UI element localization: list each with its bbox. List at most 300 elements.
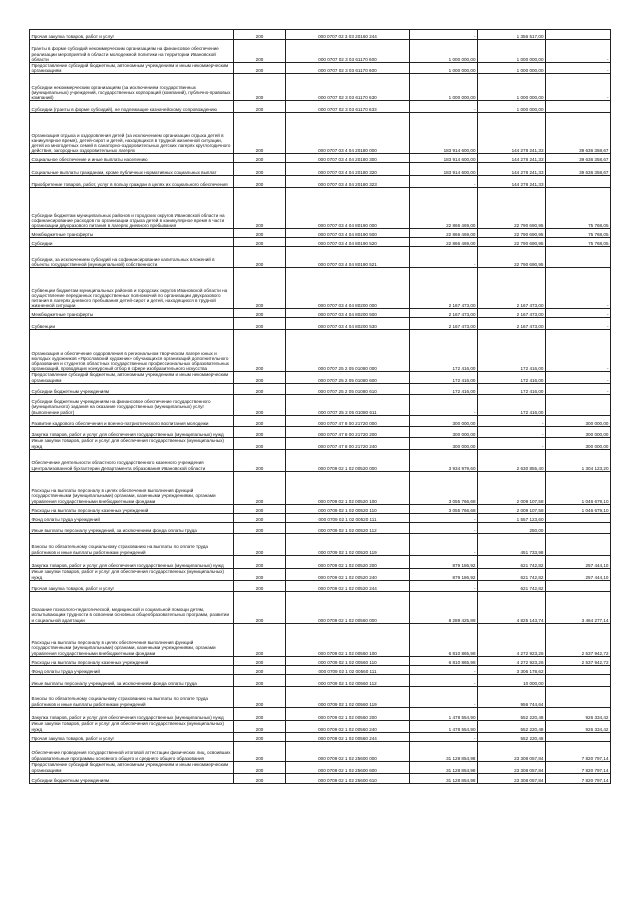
row-approved: - bbox=[410, 247, 478, 268]
row-approved: 879 186,92 bbox=[410, 555, 478, 568]
row-executed: 4 272 923,26 bbox=[478, 623, 546, 656]
table-row bbox=[30, 247, 611, 268]
row-executed: - bbox=[478, 437, 546, 449]
table-row bbox=[30, 40, 611, 63]
row-code: 200 bbox=[234, 656, 286, 665]
row-name: Предоставление субсидий бюджетным, автономным учреждениям и иным некоммерческим организациям bbox=[30, 761, 234, 773]
row-name: Прочая закупка товаров, работ и услуг bbox=[30, 580, 234, 591]
row-name: Закупка товаров, работ и услуг для обеспечения государственных (муниципальных) нужд bbox=[30, 555, 234, 568]
table-row bbox=[30, 522, 611, 533]
row-approved: 8 289 425,88 bbox=[410, 591, 478, 623]
row-name: Закупка товаров, работ и услуг для обеспечения государственных (муниципальных) нужд bbox=[30, 426, 234, 437]
row-code: 200 bbox=[234, 154, 286, 163]
row-code: 200 bbox=[234, 372, 286, 383]
row-code: 200 bbox=[234, 449, 286, 471]
row-line-code: 000 0709 02 1 02 00560 111 bbox=[286, 665, 410, 674]
row-name: Иные закупки товаров, работ и услуг для обеспечения государственных (муниципальных) нужд bbox=[30, 568, 234, 580]
row-code: 200 bbox=[234, 741, 286, 761]
table-row bbox=[30, 113, 611, 154]
row-remaining: 2 537 942,72 bbox=[546, 623, 611, 656]
row-approved: 300 000,00 bbox=[410, 415, 478, 426]
row-line-code: 000 0707 03 4 04 80200 500 bbox=[286, 309, 410, 318]
row-executed: 4 825 143,74 bbox=[478, 591, 546, 623]
row-code: 200 bbox=[234, 513, 286, 522]
row-remaining bbox=[546, 247, 611, 268]
row-name: Расходы на выплаты персоналу в целях обеспечения выполнения функций государственными (муниципальными) органами, казенными учреждениями, органами управления государственными внебюджетными фондами bbox=[30, 471, 234, 504]
row-executed: 22 790 690,95 bbox=[478, 247, 546, 268]
row-code: 200 bbox=[234, 437, 286, 449]
row-approved: 183 914 600,00 bbox=[410, 113, 478, 154]
row-approved: 300 000,00 bbox=[410, 426, 478, 437]
row-remaining: 39 636 358,67 bbox=[546, 113, 611, 154]
row-name: Организация и обеспечение оздоровления в региональном творческом лагере юных и молодых художников «Ярославский художник» обучающихся организаций дополнительного образования и студентов областных государственных профессиональных образовательных организаций, проводящих конкурсный отбор в сфере изобразительного искусства bbox=[30, 330, 234, 372]
table-row bbox=[30, 533, 611, 555]
row-line-code: 000 0707 02 3 03 20160 244 bbox=[286, 30, 410, 40]
row-code: 200 bbox=[234, 30, 286, 40]
row-name: Обеспечение деятельности областного государственного казенного учреждения Централизованной бухгалтерии Департамента образования Ивановской области bbox=[30, 449, 234, 471]
row-remaining: 257 444,10 bbox=[546, 555, 611, 568]
table-row bbox=[30, 720, 611, 732]
row-line-code: 000 0709 02 1 02 00520 244 bbox=[286, 580, 410, 591]
row-remaining bbox=[546, 30, 611, 40]
row-approved: 183 914 600,00 bbox=[410, 163, 478, 176]
row-line-code: 000 0707 25 2 05 01080 610 bbox=[286, 383, 410, 394]
row-remaining: - bbox=[546, 309, 611, 318]
row-line-code: 000 0709 02 1 02 25600 000 bbox=[286, 741, 410, 761]
table-row bbox=[30, 591, 611, 623]
row-executed: 144 278 241,33 bbox=[478, 113, 546, 154]
row-line-code: 000 0709 02 1 02 00560 200 bbox=[286, 707, 410, 720]
row-approved: - bbox=[410, 533, 478, 555]
row-executed: 3 306 178,62 bbox=[478, 665, 546, 674]
row-approved: 1 478 554,90 bbox=[410, 707, 478, 720]
row-approved: 3 934 979,60 bbox=[410, 449, 478, 471]
row-approved: 2 167 473,00 bbox=[410, 268, 478, 309]
row-executed: 10 000,00 bbox=[478, 674, 546, 686]
row-executed: 621 742,82 bbox=[478, 555, 546, 568]
row-executed: - bbox=[478, 415, 546, 426]
row-approved: 6 810 865,98 bbox=[410, 623, 478, 656]
table-row bbox=[30, 761, 611, 773]
table-row bbox=[30, 101, 611, 113]
row-code: 200 bbox=[234, 674, 286, 686]
row-approved: 6 810 865,98 bbox=[410, 656, 478, 665]
row-remaining bbox=[546, 665, 611, 674]
row-name: Обеспечение проведения государственной итоговой аттестации физических лиц, освоивших образовательные программы основного общего и среднего общего образования bbox=[30, 741, 234, 761]
row-executed: 172 416,00 bbox=[478, 330, 546, 372]
row-remaining bbox=[546, 522, 611, 533]
row-approved: 31 128 854,98 bbox=[410, 761, 478, 773]
row-approved: 1 000 000,00 bbox=[410, 40, 478, 63]
row-executed: 552 220,48 bbox=[478, 732, 546, 741]
row-name: Иные выплаты персоналу учреждений, за исключением фонда оплаты труда bbox=[30, 522, 234, 533]
row-line-code: 000 0709 02 1 02 00560 244 bbox=[286, 732, 410, 741]
row-name: Взносы по обязательному социальному страхованию на выплаты по оплате труда работников и иные выплаты работникам учреждений bbox=[30, 686, 234, 707]
row-remaining bbox=[546, 394, 611, 415]
row-line-code: 000 0707 03 4 04 80190 500 bbox=[286, 229, 410, 238]
row-line-code: 000 0707 03 4 04 20180 300 bbox=[286, 154, 410, 163]
row-remaining: 1 046 679,10 bbox=[546, 504, 611, 513]
row-code: 200 bbox=[234, 176, 286, 188]
row-name: Оказание психолого-педагогической, медицинской и социальной помощи детям, испытывающим трудности в освоении основных общеобразовательных программ, развитии и социальной адаптации bbox=[30, 591, 234, 623]
row-approved: - bbox=[410, 580, 478, 591]
row-approved: 3 055 766,68 bbox=[410, 471, 478, 504]
row-name: Взносы по обязательному социальному страхованию на выплаты по оплате труда работников и иные выплаты работникам учреждений bbox=[30, 533, 234, 555]
row-remaining: 926 334,42 bbox=[546, 707, 611, 720]
row-remaining: 926 334,42 bbox=[546, 720, 611, 732]
table-body bbox=[30, 30, 611, 784]
row-line-code: 000 0707 03 4 04 80200 000 bbox=[286, 268, 410, 309]
row-code: 200 bbox=[234, 686, 286, 707]
row-code: 200 bbox=[234, 394, 286, 415]
row-name: Фонд оплаты труда учреждений bbox=[30, 665, 234, 674]
row-name: Закупка товаров, работ и услуг для обеспечения государственных (муниципальных) нужд bbox=[30, 707, 234, 720]
row-line-code: 000 0707 02 3 03 61170 630 bbox=[286, 74, 410, 101]
row-line-code: 000 0707 02 3 03 61170 600 bbox=[286, 40, 410, 63]
row-line-code: 000 0709 02 1 02 00520 119 bbox=[286, 533, 410, 555]
table-row bbox=[30, 656, 611, 665]
table-row bbox=[30, 309, 611, 318]
row-line-code: 000 0707 03 4 04 20180 000 bbox=[286, 113, 410, 154]
row-line-code: 000 0709 02 1 02 00520 111 bbox=[286, 513, 410, 522]
row-code: 200 bbox=[234, 773, 286, 783]
row-remaining: - bbox=[546, 74, 611, 101]
table-row bbox=[30, 665, 611, 674]
row-code: 200 bbox=[234, 665, 286, 674]
row-executed: 552 220,48 bbox=[478, 707, 546, 720]
row-executed: 4 272 923,26 bbox=[478, 656, 546, 665]
row-code: 200 bbox=[234, 580, 286, 591]
row-remaining bbox=[546, 674, 611, 686]
row-approved: 2 167 473,00 bbox=[410, 309, 478, 318]
row-approved: 879 186,92 bbox=[410, 568, 478, 580]
row-line-code: 000 0709 02 1 02 25600 610 bbox=[286, 773, 410, 783]
row-remaining bbox=[546, 580, 611, 591]
row-executed: 2 167 473,00 bbox=[478, 318, 546, 330]
table-row bbox=[30, 394, 611, 415]
row-line-code: 000 0707 02 3 03 61170 633 bbox=[286, 101, 410, 113]
row-line-code: 000 0709 02 1 02 00560 000 bbox=[286, 591, 410, 623]
row-executed: 22 790 690,95 bbox=[478, 229, 546, 238]
row-remaining bbox=[546, 176, 611, 188]
row-executed: 144 278 241,33 bbox=[478, 154, 546, 163]
row-code: 200 bbox=[234, 113, 286, 154]
row-code: 200 bbox=[234, 471, 286, 504]
table-row bbox=[30, 741, 611, 761]
row-line-code: 000 0709 02 1 02 25600 600 bbox=[286, 761, 410, 773]
table-row bbox=[30, 415, 611, 426]
row-code: 200 bbox=[234, 309, 286, 318]
row-remaining: 7 820 797,14 bbox=[546, 773, 611, 783]
row-name: Предоставление субсидий бюджетным, автономным учреждениям и иным некоммерческим организациям bbox=[30, 63, 234, 74]
row-remaining: 75 768,05 bbox=[546, 188, 611, 229]
row-executed: 23 308 057,84 bbox=[478, 741, 546, 761]
row-name: Иные выплаты персоналу учреждений, за исключением фонда оплаты труда bbox=[30, 674, 234, 686]
row-line-code: 000 0709 02 1 02 00560 240 bbox=[286, 720, 410, 732]
row-executed: 2 167 473,00 bbox=[478, 309, 546, 318]
row-code: 200 bbox=[234, 623, 286, 656]
row-remaining: - bbox=[546, 330, 611, 372]
row-executed: 22 790 690,95 bbox=[478, 188, 546, 229]
table-row bbox=[30, 686, 611, 707]
row-name: Межбюджетные трансферты bbox=[30, 229, 234, 238]
row-remaining bbox=[546, 686, 611, 707]
row-code: 200 bbox=[234, 229, 286, 238]
row-line-code: 000 0707 03 4 04 20180 323 bbox=[286, 176, 410, 188]
table-row bbox=[30, 674, 611, 686]
row-name: Социальные выплаты гражданам, кроме публичных нормативных социальных выплат bbox=[30, 163, 234, 176]
row-code: 200 bbox=[234, 533, 286, 555]
row-line-code: 000 0709 02 1 02 00560 100 bbox=[286, 623, 410, 656]
row-name: Субсидии бюджетам муниципальных районов и городских округов Ивановской области на софинансирование расходов по организации отдыха детей в каникулярное время в части организации двухразового питания в лагерях дневного пребывания bbox=[30, 188, 234, 229]
row-code: 200 bbox=[234, 707, 286, 720]
row-line-code: 000 0709 02 1 02 00560 112 bbox=[286, 674, 410, 686]
row-line-code: 000 0707 03 4 04 80190 000 bbox=[286, 188, 410, 229]
row-approved: 22 866 469,00 bbox=[410, 229, 478, 238]
row-code: 200 bbox=[234, 522, 286, 533]
row-code: 200 bbox=[234, 591, 286, 623]
row-code: 200 bbox=[234, 163, 286, 176]
table-row bbox=[30, 555, 611, 568]
row-code: 200 bbox=[234, 318, 286, 330]
row-line-code: 000 0707 47 8 00 21720 240 bbox=[286, 437, 410, 449]
row-name: Межбюджетные трансферты bbox=[30, 309, 234, 318]
row-name: Прочая закупка товаров, работ и услуг bbox=[30, 30, 234, 40]
row-remaining: - bbox=[546, 268, 611, 309]
row-line-code: 000 0707 03 4 04 80190 520 bbox=[286, 238, 410, 247]
table-row bbox=[30, 372, 611, 383]
row-executed: 1 356 517,00 bbox=[478, 30, 546, 40]
row-approved: 172 416,00 bbox=[410, 383, 478, 394]
row-name: Расходы на выплаты персоналу казенных учреждений bbox=[30, 656, 234, 665]
row-remaining bbox=[546, 732, 611, 741]
table-row bbox=[30, 238, 611, 247]
table-row bbox=[30, 426, 611, 437]
table-row bbox=[30, 163, 611, 176]
row-executed: - bbox=[478, 426, 546, 437]
row-approved: 22 866 469,00 bbox=[410, 238, 478, 247]
row-code: 200 bbox=[234, 720, 286, 732]
row-name: Развитие кадрового обеспечения и военно-патриотического воспитания молодежи bbox=[30, 415, 234, 426]
table-row bbox=[30, 471, 611, 504]
row-name: Субсидии бюджетным учреждениям bbox=[30, 383, 234, 394]
row-name: Субсидии (гранты в форме субсидий), не подлежащие казначейскому сопровождению bbox=[30, 101, 234, 113]
table-row bbox=[30, 513, 611, 522]
table-row bbox=[30, 383, 611, 394]
table-row bbox=[30, 74, 611, 101]
row-approved: 31 128 854,98 bbox=[410, 773, 478, 783]
row-executed: 250,00 bbox=[478, 522, 546, 533]
row-remaining: 75 768,05 bbox=[546, 229, 611, 238]
row-approved: 1 478 554,90 bbox=[410, 720, 478, 732]
row-line-code: 000 0709 02 1 02 00520 200 bbox=[286, 555, 410, 568]
row-executed: 1 000 000,00 bbox=[478, 63, 546, 74]
row-line-code: 000 0707 25 2 05 01080 600 bbox=[286, 372, 410, 383]
table-row bbox=[30, 330, 611, 372]
table-row bbox=[30, 623, 611, 656]
row-executed: 1 557 123,60 bbox=[478, 513, 546, 522]
row-approved: - bbox=[410, 732, 478, 741]
row-name: Расходы на выплаты персоналу в целях обеспечения выполнения функций государственными (муниципальными) органами, казенными учреждениями, органами управления государственными внебюджетными фондами bbox=[30, 623, 234, 656]
row-executed: 1 000 000,00 bbox=[478, 74, 546, 101]
table-row bbox=[30, 707, 611, 720]
row-name: Субсидии, за исключением субсидий на софинансирование капитальных вложений в объекты государственной (муниципальной) собственности bbox=[30, 247, 234, 268]
row-name: Субвенции бюджетам муниципальных районов и городских округов Ивановской области на осуществление переданных государственных полномочий по организации двухразового питания в лагерях дневного пребывания детей-сирот и детей, находящихся в трудной жизненной ситуации bbox=[30, 268, 234, 309]
row-executed: 1 000 000,00 bbox=[478, 40, 546, 63]
row-remaining: 300 000,00 bbox=[546, 415, 611, 426]
row-code: 200 bbox=[234, 247, 286, 268]
table-row bbox=[30, 154, 611, 163]
row-name: Иные закупки товаров, работ и услуг для обеспечения государственных (муниципальных) нужд bbox=[30, 720, 234, 732]
row-remaining: 1 304 123,20 bbox=[546, 449, 611, 471]
table-row bbox=[30, 773, 611, 783]
row-executed: 172 416,00 bbox=[478, 372, 546, 383]
row-executed: 2 009 107,58 bbox=[478, 504, 546, 513]
table-row bbox=[30, 30, 611, 40]
row-line-code: 000 0707 02 3 03 61170 600 bbox=[286, 63, 410, 74]
row-remaining bbox=[546, 533, 611, 555]
row-remaining: 257 444,10 bbox=[546, 568, 611, 580]
row-executed: 956 744,64 bbox=[478, 686, 546, 707]
row-code: 200 bbox=[234, 40, 286, 63]
row-executed: 144 278 241,33 bbox=[478, 163, 546, 176]
row-name: Субсидии bbox=[30, 238, 234, 247]
row-name: Субсидии бюджетным учреждениям bbox=[30, 773, 234, 783]
table-row bbox=[30, 318, 611, 330]
row-code: 200 bbox=[234, 383, 286, 394]
row-approved: - bbox=[410, 513, 478, 522]
row-line-code: 000 0707 03 4 04 80190 521 bbox=[286, 247, 410, 268]
row-code: 200 bbox=[234, 188, 286, 229]
row-name: Предоставление субсидий бюджетным, автономным учреждениям и иным некоммерческим организациям bbox=[30, 372, 234, 383]
row-name: Гранты в форме субсидий некоммерческим организациям на финансовое обеспечение реализации мероприятий в области молодежной политики на территории Ивановской области bbox=[30, 40, 234, 63]
row-name: Расходы на выплаты персоналу казенных учреждений bbox=[30, 504, 234, 513]
table-row bbox=[30, 504, 611, 513]
row-code: 200 bbox=[234, 101, 286, 113]
row-remaining: - bbox=[546, 318, 611, 330]
row-remaining: 1 046 679,10 bbox=[546, 471, 611, 504]
row-line-code: 000 0709 02 1 02 00520 100 bbox=[286, 471, 410, 504]
table-row bbox=[30, 568, 611, 580]
table-row bbox=[30, 732, 611, 741]
row-code: 200 bbox=[234, 74, 286, 101]
row-approved: 172 416,00 bbox=[410, 330, 478, 372]
table-row bbox=[30, 449, 611, 471]
row-approved: - bbox=[410, 30, 478, 40]
row-executed: 2 167 473,00 bbox=[478, 268, 546, 309]
row-approved: 1 000 000,00 bbox=[410, 63, 478, 74]
row-executed: 621 742,82 bbox=[478, 580, 546, 591]
row-approved: - bbox=[410, 686, 478, 707]
row-remaining: 7 820 797,14 bbox=[546, 761, 611, 773]
row-name: Субсидии некоммерческим организациям (за исключением государственных (муниципальных) учреждений, государственных корпораций (компаний), публично-правовых компаний) bbox=[30, 74, 234, 101]
row-remaining bbox=[546, 101, 611, 113]
row-code: 200 bbox=[234, 330, 286, 372]
row-approved: 3 055 766,68 bbox=[410, 504, 478, 513]
row-name: Прочая закупка товаров, работ и услуг bbox=[30, 732, 234, 741]
row-executed: 172 416,00 bbox=[478, 394, 546, 415]
row-line-code: 000 0709 02 1 02 00520 000 bbox=[286, 449, 410, 471]
row-executed: 2 009 107,58 bbox=[478, 471, 546, 504]
table-row bbox=[30, 229, 611, 238]
row-remaining: 3 464 277,14 bbox=[546, 591, 611, 623]
row-name: Приобретение товаров, работ, услуг в пользу граждан в целях их социального обеспечения bbox=[30, 176, 234, 188]
row-line-code: 000 0707 25 2 05 01080 000 bbox=[286, 330, 410, 372]
row-remaining: - bbox=[546, 40, 611, 63]
row-line-code: 000 0709 02 1 02 00520 112 bbox=[286, 522, 410, 533]
table-row bbox=[30, 268, 611, 309]
row-line-code: 000 0707 03 4 04 80200 530 bbox=[286, 318, 410, 330]
row-code: 200 bbox=[234, 63, 286, 74]
row-approved: 22 866 469,00 bbox=[410, 188, 478, 229]
row-approved: - bbox=[410, 101, 478, 113]
row-code: 200 bbox=[234, 761, 286, 773]
row-approved: - bbox=[410, 665, 478, 674]
row-executed: 23 308 057,84 bbox=[478, 761, 546, 773]
row-executed: 621 742,82 bbox=[478, 568, 546, 580]
table-row bbox=[30, 580, 611, 591]
row-line-code: 000 0707 47 8 00 21720 200 bbox=[286, 426, 410, 437]
row-code: 200 bbox=[234, 568, 286, 580]
row-executed: 2 630 855,40 bbox=[478, 449, 546, 471]
row-remaining: 75 768,05 bbox=[546, 238, 611, 247]
row-approved: - bbox=[410, 394, 478, 415]
row-code: 200 bbox=[234, 426, 286, 437]
row-executed: 144 278 241,33 bbox=[478, 176, 546, 188]
row-approved: - bbox=[410, 522, 478, 533]
row-approved: - bbox=[410, 674, 478, 686]
row-remaining: - bbox=[546, 383, 611, 394]
row-remaining: 39 636 358,67 bbox=[546, 154, 611, 163]
row-approved: - bbox=[410, 176, 478, 188]
row-executed: 552 220,48 bbox=[478, 720, 546, 732]
row-code: 200 bbox=[234, 415, 286, 426]
row-name: Социальное обеспечение и иные выплаты населению bbox=[30, 154, 234, 163]
row-approved: 300 000,00 bbox=[410, 437, 478, 449]
table-row bbox=[30, 188, 611, 229]
row-name: Фонд оплаты труда учреждений bbox=[30, 513, 234, 522]
row-line-code: 000 0707 47 8 00 21720 000 bbox=[286, 415, 410, 426]
row-executed: 23 308 057,84 bbox=[478, 773, 546, 783]
row-remaining: - bbox=[546, 372, 611, 383]
row-code: 200 bbox=[234, 268, 286, 309]
table-row bbox=[30, 176, 611, 188]
row-executed: 1 000 000,00 bbox=[478, 101, 546, 113]
row-name: Организация отдыха и оздоровления детей (за исключением организации отдыха детей в каникулярное время), детей-сирот и детей, находящихся в трудной жизненной ситуации, детей из многодетных семей в санаторно-оздоровительных детских лагерях круглогодичного действия, загородных оздоровительных лагерях bbox=[30, 113, 234, 154]
row-remaining: 2 537 942,72 bbox=[546, 656, 611, 665]
row-approved: 31 128 854,98 bbox=[410, 741, 478, 761]
row-name: Субсидии бюджетным учреждениям на финансовое обеспечение государственного (муниципального) задания на оказание государственных (муниципальных) услуг (выполнение работ) bbox=[30, 394, 234, 415]
row-code: 200 bbox=[234, 238, 286, 247]
row-line-code: 000 0707 03 4 04 20180 320 bbox=[286, 163, 410, 176]
row-line-code: 000 0709 02 1 02 00560 110 bbox=[286, 656, 410, 665]
row-remaining bbox=[546, 513, 611, 522]
row-line-code: 000 0709 02 1 02 00560 119 bbox=[286, 686, 410, 707]
row-name: Иные закупки товаров, работ и услуг для обеспечения государственных (муниципальных) нужд bbox=[30, 437, 234, 449]
row-executed: 451 733,98 bbox=[478, 533, 546, 555]
row-executed: 22 790 690,95 bbox=[478, 238, 546, 247]
row-approved: 1 000 000,00 bbox=[410, 74, 478, 101]
row-remaining: 300 000,00 bbox=[546, 437, 611, 449]
row-code: 200 bbox=[234, 732, 286, 741]
row-remaining: 7 820 797,14 bbox=[546, 741, 611, 761]
row-code: 200 bbox=[234, 504, 286, 513]
budget-expenditure-table bbox=[29, 29, 611, 784]
row-executed: 172 416,00 bbox=[478, 383, 546, 394]
row-code: 200 bbox=[234, 555, 286, 568]
row-approved: 2 167 473,00 bbox=[410, 318, 478, 330]
row-remaining: 39 636 358,67 bbox=[546, 163, 611, 176]
